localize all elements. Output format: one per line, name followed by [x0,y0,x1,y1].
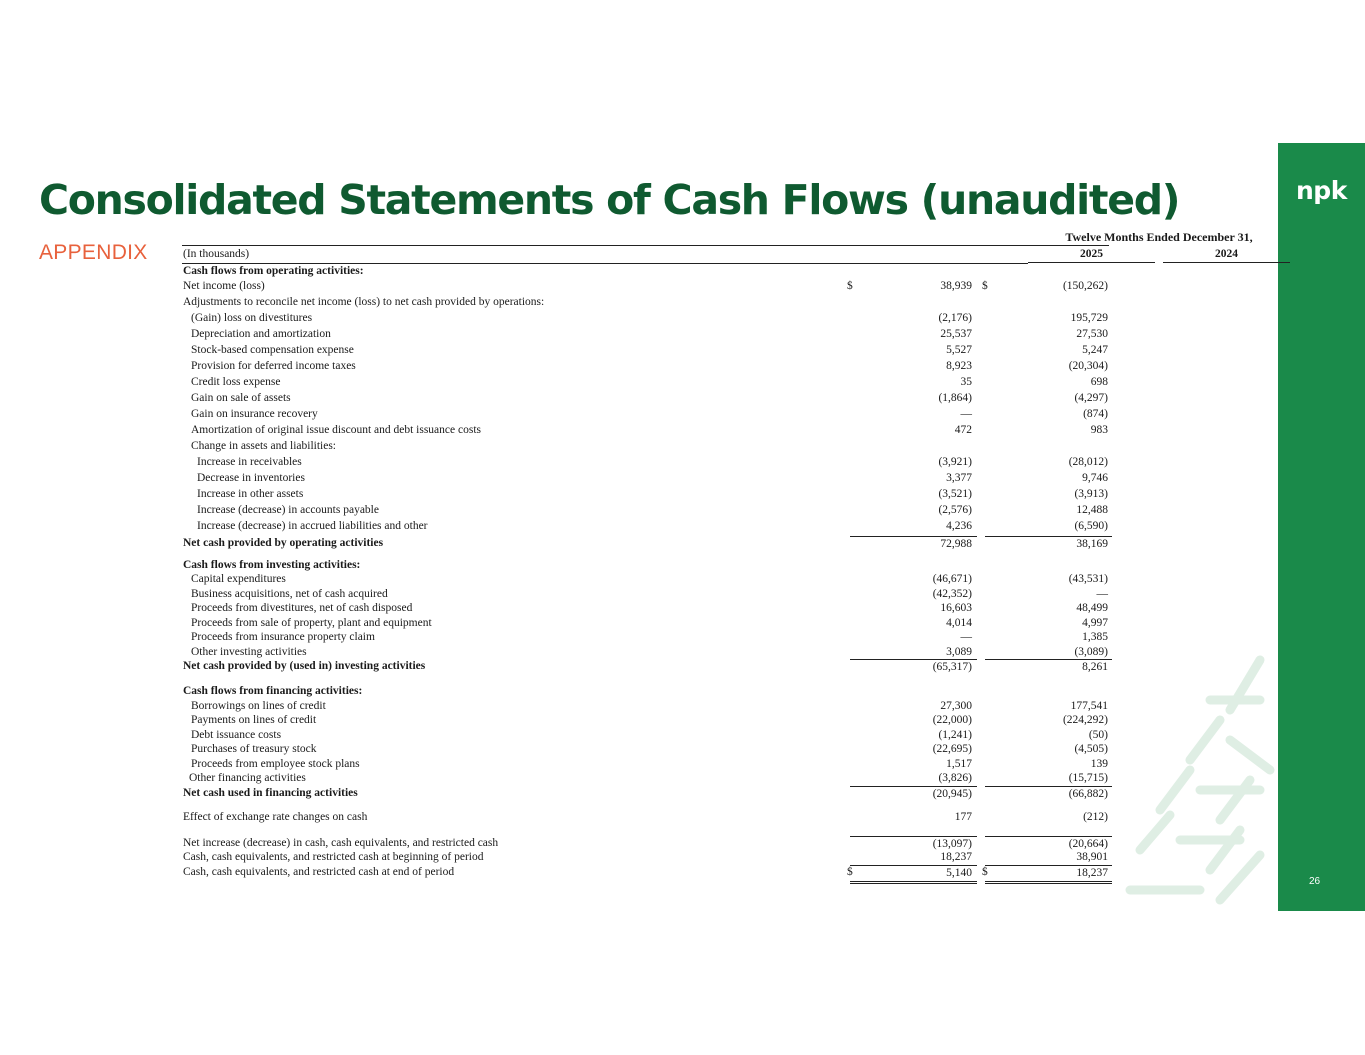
table-row [182,572,1112,587]
value-2025: — [960,408,972,420]
value-2024: (20,304) [1068,360,1108,372]
table-row [182,407,1112,422]
table-row [182,391,1112,406]
value-2025: (22,000) [932,714,972,726]
value-2025: 4,014 [946,617,972,629]
units-label: (In thousands) [183,248,250,260]
value-2024: 8,261 [985,659,1112,675]
table-row [182,587,1112,602]
table-row [182,699,1112,714]
table-row [182,645,1112,660]
row-label: Proceeds from divestitures, net of cash disposed [191,602,413,614]
row-label: Stock-based compensation expense [191,344,354,356]
value-2025: 8,923 [946,360,972,372]
value-2025: 38,939 [940,280,972,292]
table-row [182,850,1112,865]
row-label: Change in assets and liabilities: [191,440,337,452]
table-row [182,684,1112,699]
npk-logo: npk [1296,176,1347,205]
year-underline [1028,262,1155,263]
table-row [182,455,1112,470]
row-label: Cash flows from operating activities: [183,265,364,277]
year-underline [1163,262,1290,263]
value-2025: 4,236 [946,520,972,532]
row-label: Provision for deferred income taxes [191,360,356,372]
value-2025: 5,140 [850,865,977,884]
value-2024: 9,746 [1082,472,1108,484]
value-2024: 195,729 [1070,312,1108,324]
dollar-sign-2024: $ [982,866,988,878]
year-header-2024: 2024 [1215,248,1238,260]
table-row [182,375,1112,390]
dollar-sign-2025: $ [847,866,853,878]
table-row [182,742,1112,757]
table-row [182,311,1112,326]
page-number: 26 [1309,876,1321,887]
value-2025: (2,576) [938,504,972,516]
value-2024: (15,715) [1068,772,1108,784]
value-2025: 3,089 [946,646,972,658]
row-label: Business acquisitions, net of cash acquired [191,588,388,600]
value-2024: 38,901 [1076,851,1108,863]
value-2024: (43,531) [1068,573,1108,585]
value-2025: (1,864) [938,392,972,404]
table-row [182,757,1112,772]
row-label: Amortization of original issue discount and debt issuance costs [191,424,481,436]
value-2025: (13,097) [850,836,977,852]
row-label: Proceeds from employee stock plans [191,758,360,770]
table-row [182,359,1112,374]
value-2025: 27,300 [940,700,972,712]
row-label: Cash, cash equivalents, and restricted cash at end of period [183,866,455,878]
value-2024: (3,089) [1074,646,1108,658]
table-row [182,728,1112,743]
value-2025: 72,988 [850,536,977,552]
table-row [182,865,1112,880]
value-2025: (1,241) [938,729,972,741]
table-row [182,343,1112,358]
table-row [182,487,1112,502]
value-2025: 5,527 [946,344,972,356]
year-header-2025: 2025 [1080,248,1103,260]
value-2024: 4,997 [1082,617,1108,629]
value-2024: 18,237 [985,865,1112,884]
row-label: Depreciation and amortization [191,328,331,340]
row-label: Cash, cash equivalents, and restricted cash at beginning of period [183,851,484,863]
value-2025: 472 [954,424,972,436]
row-label: Net cash provided by operating activities [183,537,384,549]
decorative-pattern-icon [1110,640,1278,912]
table-row [182,786,1112,801]
table-row [182,279,1112,294]
period-header: Twelve Months Ended December 31, [1065,230,1253,244]
row-label: Cash flows from financing activities: [183,685,363,697]
row-label: Increase in other assets [197,488,304,500]
row-label: Increase (decrease) in accrued liabilities and other [197,520,428,532]
table-row [182,659,1112,674]
value-2025: (3,521) [938,488,972,500]
value-2024: (28,012) [1068,456,1108,468]
row-label: Borrowings on lines of credit [191,700,326,712]
value-2024: 48,499 [1076,602,1108,614]
row-label: Debt issuance costs [191,729,282,741]
header-rule [182,245,1109,246]
table-row [182,439,1112,454]
value-2024: 1,385 [1082,631,1108,643]
value-2024: (224,292) [1062,714,1108,726]
value-2025: (2,176) [938,312,972,324]
value-2025: 16,603 [940,602,972,614]
table-row [182,519,1112,534]
value-2024: (50) [1088,729,1108,741]
table-row [182,836,1112,851]
table-row [182,601,1112,616]
row-label: Purchases of treasury stock [191,743,317,755]
section-label: APPENDIX [39,241,148,264]
row-label: Net increase (decrease) in cash, cash equivalents, and restricted cash [183,837,499,849]
value-2025: — [960,631,972,643]
dollar-sign-2025: $ [847,280,853,292]
row-label: Other investing activities [191,646,307,658]
value-2025: (46,671) [932,573,972,585]
row-label: Credit loss expense [191,376,281,388]
row-label: (Gain) loss on divestitures [191,312,313,324]
row-label: Increase in receivables [197,456,302,468]
table-row [182,264,1112,279]
value-2024: (3,913) [1074,488,1108,500]
value-2024: 38,169 [985,536,1112,552]
table-row [182,558,1112,573]
row-label: Capital expenditures [191,573,286,585]
value-2024: 27,530 [1076,328,1108,340]
value-2025: (3,921) [938,456,972,468]
value-2024: 5,247 [1082,344,1108,356]
value-2025: 18,237 [940,851,972,863]
value-2025: (20,945) [850,786,977,802]
table-row [182,295,1112,310]
row-label: Net income (loss) [183,280,265,292]
value-2025: 1,517 [946,758,972,770]
value-2024: 983 [1090,424,1108,436]
value-2024: (4,297) [1074,392,1108,404]
value-2024: (4,505) [1074,743,1108,755]
table-row [182,536,1112,551]
table-row [182,327,1112,342]
table-row [182,771,1112,786]
value-2024: 12,488 [1076,504,1108,516]
row-label: Cash flows from investing activities: [183,559,361,571]
row-label: Adjustments to reconcile net income (loss) to net cash provided by operations: [183,296,545,308]
value-2025: (65,317) [850,659,977,675]
value-2024: (150,262) [1062,280,1108,292]
table-row [182,471,1112,486]
table-row [182,616,1112,631]
value-2025: (3,826) [938,772,972,784]
value-2024: — [1096,588,1108,600]
row-label: Payments on lines of credit [191,714,317,726]
row-label: Other financing activities [189,772,306,784]
table-row [182,503,1112,518]
value-2024: (6,590) [1074,520,1108,532]
value-2024: 698 [1090,376,1108,388]
value-2024: 177,541 [1070,700,1108,712]
table-row [182,713,1112,728]
table-row [182,630,1112,645]
value-2025: 25,537 [940,328,972,340]
row-label: Effect of exchange rate changes on cash [183,811,368,823]
row-label: Increase (decrease) in accounts payable [197,504,379,516]
value-2024: (874) [1083,408,1108,420]
value-2024: 139 [1090,758,1108,770]
slide-title: Consolidated Statements of Cash Flows (unaudited) [39,176,1180,224]
row-label: Gain on insurance recovery [191,408,318,420]
value-2025: (42,352) [932,588,972,600]
row-label: Gain on sale of assets [191,392,291,404]
value-2024: (20,664) [985,836,1112,852]
dollar-sign-2024: $ [982,280,988,292]
table-row [182,423,1112,438]
row-label: Net cash provided by (used in) investing activities [183,660,426,672]
value-2025: 177 [954,811,972,823]
row-label: Decrease in inventories [197,472,305,484]
row-label: Proceeds from insurance property claim [191,631,375,643]
row-label: Net cash used in financing activities [183,787,358,799]
value-2025: (22,695) [932,743,972,755]
value-2024: (66,882) [985,786,1112,802]
value-2024: (212) [1083,811,1108,823]
brand-sidebar [1278,143,1365,911]
value-2025: 3,377 [946,472,972,484]
row-label: Proceeds from sale of property, plant and equipment [191,617,432,629]
table-row [182,810,1112,825]
value-2025: 35 [960,376,972,388]
